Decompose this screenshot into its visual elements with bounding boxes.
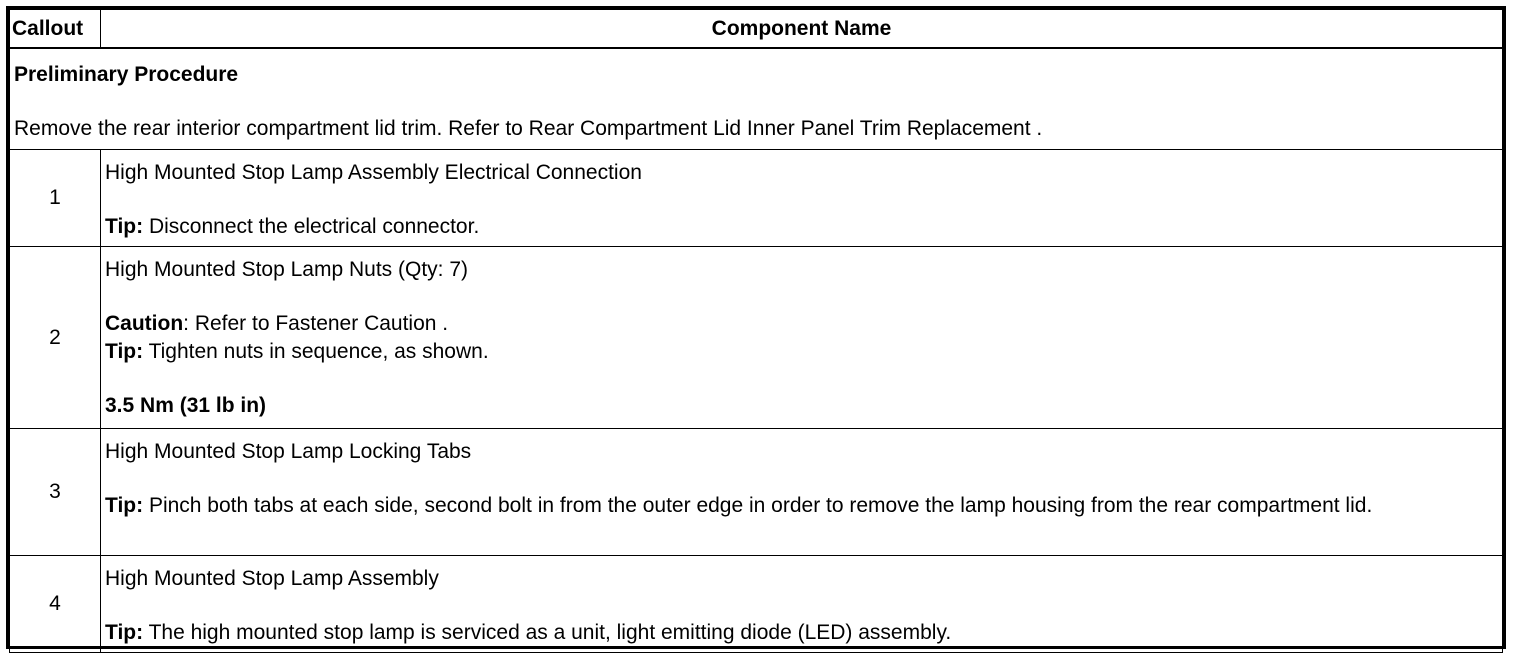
caution-line <box>105 310 1498 338</box>
torque-spec: 3.5 Nm (31 lb in) <box>105 394 267 417</box>
table-row <box>10 429 1503 556</box>
component-name: High Mounted Stop Lamp Assembly <box>105 567 439 590</box>
tip-label: Tip: <box>105 340 144 363</box>
component-name: High Mounted Stop Lamp Assembly Electrical Connection <box>105 161 642 184</box>
preliminary-procedure-title: Preliminary Procedure <box>14 63 239 86</box>
callout-number: 4 <box>10 556 101 653</box>
tip-text: Disconnect the electrical connector. <box>143 215 480 238</box>
tip-label: Tip: <box>105 215 144 238</box>
tip-label: Tip: <box>105 494 144 517</box>
component-cell <box>101 247 1503 429</box>
tip-text: The high mounted stop lamp is serviced as a unit, light emitting diode (LED) assembly. <box>143 621 952 644</box>
component-cell <box>101 150 1503 247</box>
tip-text: Tighten nuts in sequence, as shown. <box>143 340 489 363</box>
table-row <box>10 150 1503 247</box>
component-name: High Mounted Stop Lamp Nuts (Qty: 7) <box>105 258 468 281</box>
procedure-table <box>9 9 1503 653</box>
callout-number: 2 <box>10 247 101 429</box>
preliminary-procedure-text: Remove the rear interior compartment lid trim. Refer to Rear Compartment Lid Inner Panel Trim Replacement . <box>14 117 1043 140</box>
table-row <box>10 556 1503 653</box>
callout-column-header: Callout <box>10 10 101 49</box>
caution-text: : Refer to Fastener Caution . <box>183 312 449 335</box>
preliminary-procedure-cell <box>10 48 1503 150</box>
caution-label: Caution <box>105 312 184 335</box>
tip-line <box>105 619 1498 647</box>
component-cell <box>101 556 1503 653</box>
tip-text: Pinch both tabs at each side, second bolt in from the outer edge in order to remove the lamp housing from the rear compartment lid. <box>143 494 1373 517</box>
component-name: High Mounted Stop Lamp Locking Tabs <box>105 440 472 463</box>
callout-number: 1 <box>10 150 101 247</box>
procedure-table-frame <box>6 6 1506 649</box>
tip-line <box>105 338 1498 366</box>
tip-label: Tip: <box>105 621 144 644</box>
component-name-column-header: Component Name <box>101 10 1503 49</box>
table-header-row <box>10 10 1503 49</box>
callout-number: 3 <box>10 429 101 556</box>
component-cell <box>101 429 1503 556</box>
tip-line <box>105 492 1498 520</box>
tip-line <box>105 213 1498 241</box>
preliminary-procedure-row <box>10 48 1503 150</box>
table-row <box>10 247 1503 429</box>
